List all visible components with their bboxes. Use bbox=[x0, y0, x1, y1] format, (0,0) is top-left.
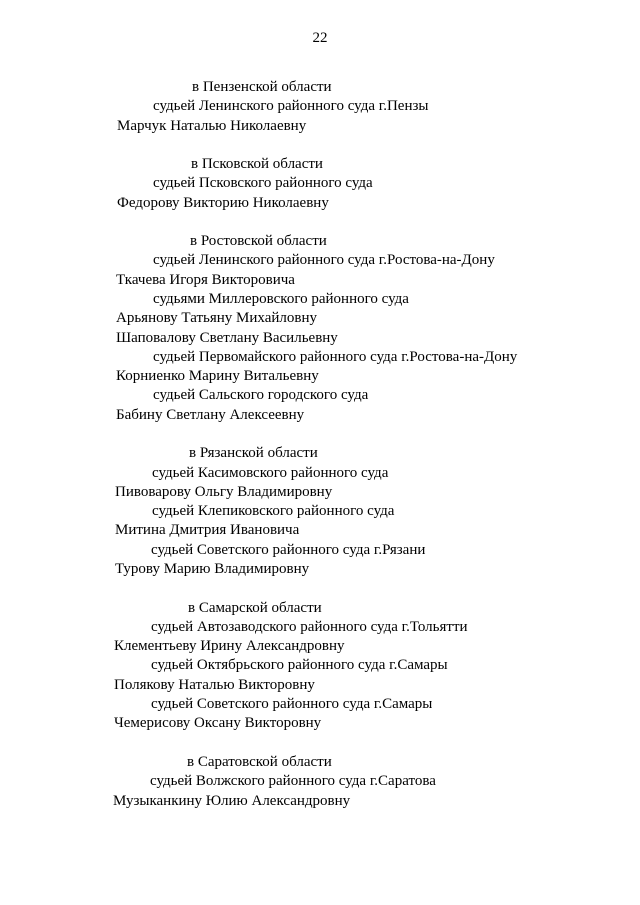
judge-name: Шаповалову Светлану Васильевну bbox=[116, 330, 338, 346]
judge-name: Чемерисову Оксану Викторовну bbox=[114, 715, 322, 731]
judge-name: Полякову Наталью Викторовну bbox=[114, 677, 315, 693]
judge-name: Пивоварову Ольгу Владимировну bbox=[115, 484, 333, 500]
court-line: судьей Автозаводского районного суда г.Тольятти bbox=[151, 619, 468, 635]
judge-name: Бабину Светлану Алексеевну bbox=[116, 407, 305, 423]
court-line: судьей Первомайского районного суда г.Ростова-на-Дону bbox=[153, 349, 518, 365]
judge-name: Марчук Наталью Николаевну bbox=[117, 118, 307, 134]
judge-name: Музыканкину Юлию Александровну bbox=[113, 793, 351, 809]
region-heading: в Псковской области bbox=[191, 156, 323, 172]
court-line: судьей Клепиковского районного суда bbox=[152, 503, 395, 519]
page-number: 22 bbox=[312, 30, 328, 46]
judge-name: Клементьеву Ирину Александровну bbox=[114, 638, 345, 654]
judge-name: Ткачева Игоря Викторовича bbox=[116, 272, 295, 288]
court-line: судьей Ленинского районного суда г.Пензы bbox=[153, 98, 429, 114]
court-line: судьей Псковского районного суда bbox=[153, 175, 373, 191]
court-line: судьей Советского районного суда г.Рязани bbox=[151, 542, 426, 558]
court-line: судьей Сальского городского суда bbox=[153, 387, 369, 403]
judge-name: Федорову Викторию Николаевну bbox=[117, 195, 329, 211]
judge-name: Митина Дмитрия Ивановича bbox=[115, 522, 300, 538]
court-line: судьей Ленинского районного суда г.Ростова-на-Дону bbox=[153, 252, 495, 268]
region-heading: в Пензенской области bbox=[192, 79, 332, 95]
judge-name: Турову Марию Владимировну bbox=[115, 561, 310, 577]
court-line: судьей Касимовского районного суда bbox=[152, 465, 389, 481]
court-line: судьей Октябрьского районного суда г.Самары bbox=[151, 657, 448, 673]
judge-name: Корниенко Марину Витальевну bbox=[116, 368, 319, 384]
region-heading: в Саратовской области bbox=[187, 754, 332, 770]
court-line: судьей Волжского районного суда г.Саратова bbox=[150, 773, 436, 789]
judge-name: Арьянову Татьяну Михайловну bbox=[116, 310, 317, 326]
court-line: судьей Советского районного суда г.Самары bbox=[151, 696, 433, 712]
court-line: судьями Миллеровского районного суда bbox=[153, 291, 409, 307]
region-heading: в Рязанской области bbox=[189, 445, 318, 461]
region-heading: в Ростовской области bbox=[190, 233, 327, 249]
region-heading: в Самарской области bbox=[188, 600, 322, 616]
